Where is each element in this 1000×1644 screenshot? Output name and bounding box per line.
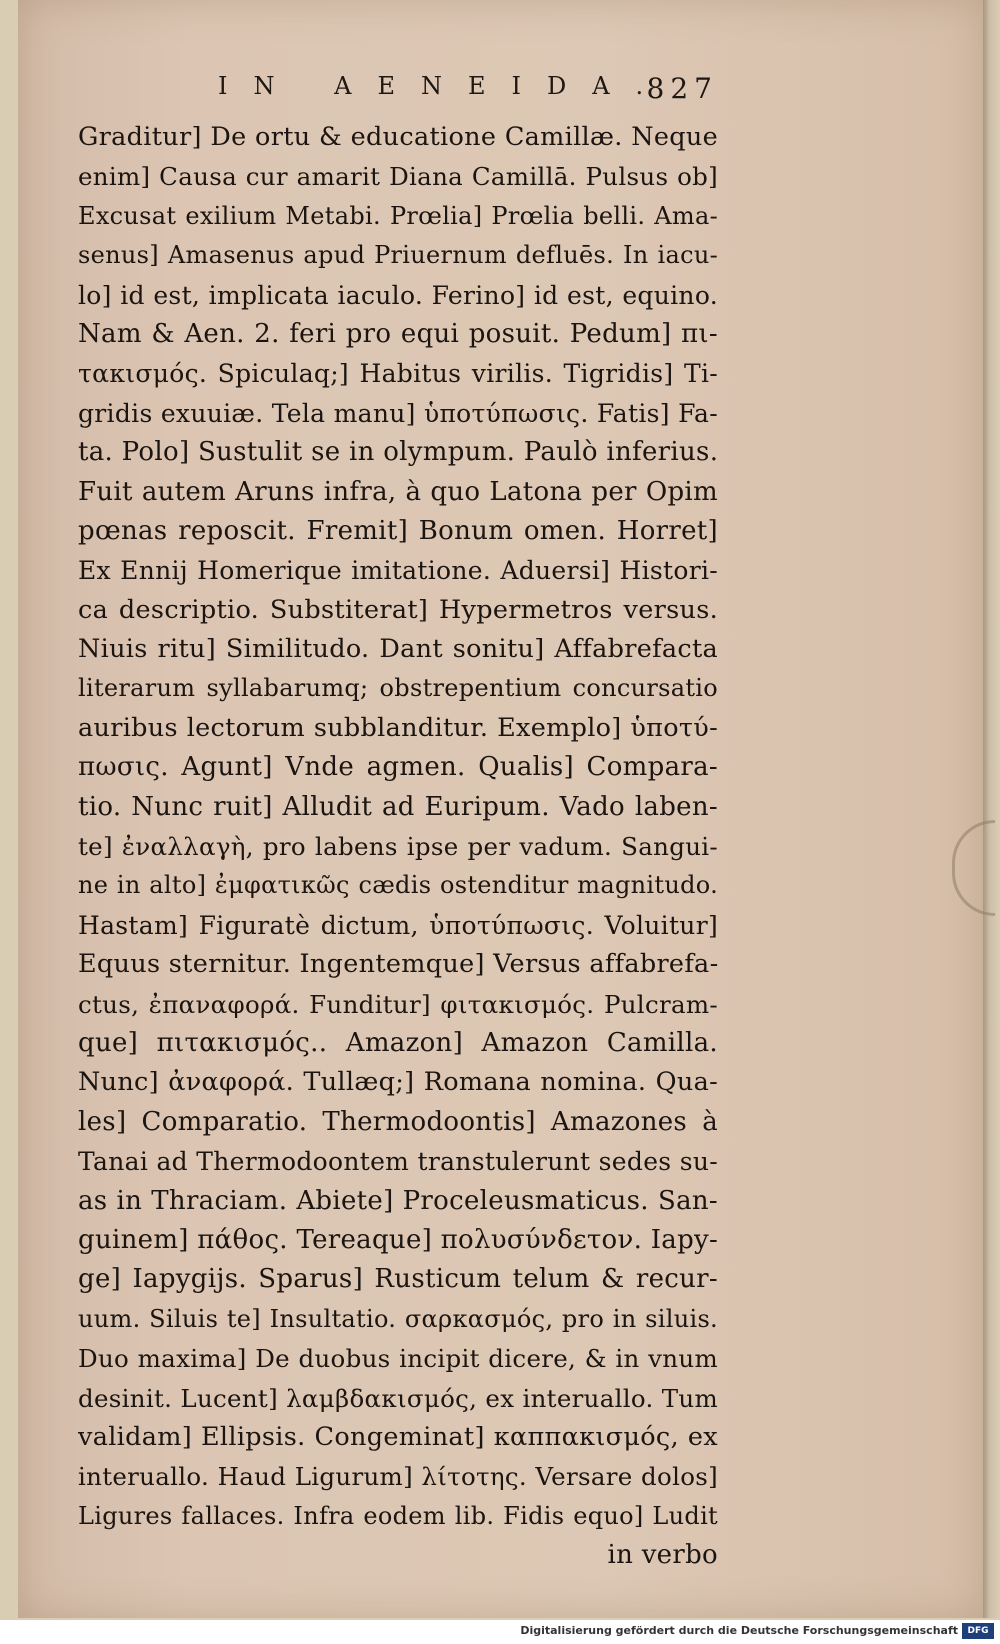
text-line: literarum syllabarumq; obstrepentium concursatio xyxy=(78,674,718,703)
text-line: ge] Iapygijs. Sparus] Rusticum telum & recur- xyxy=(78,1264,718,1295)
text-line: senus] Amasenus apud Priuernum defluēs. In iacu- xyxy=(78,241,718,270)
text-line: desinit. Lucent] λαμβδακισμός, ex interuallo. Tum xyxy=(78,1383,718,1413)
text-line: Duo maxima] De duobus incipit dicere, & in vnum xyxy=(78,1344,718,1374)
dfg-logo: DFG xyxy=(962,1623,994,1639)
footer-credit: Digitalisierung gefördert durch die Deutsche Forschungsgemeinschaft xyxy=(520,1624,958,1637)
text-line: as in Thraciam. Abiete] Proceleusmaticus. San- xyxy=(78,1185,718,1216)
text-line: Graditur] De ortu & educatione Camillæ. Neque xyxy=(78,122,718,152)
text-line: Nam & Aen. 2. feri pro equi posuit. Pedum] πι- xyxy=(78,318,718,349)
footer-bar xyxy=(0,1620,1000,1644)
text-line: te] ἐναλλαγὴ, pro labens ipse per vadum. Sangui- xyxy=(78,832,718,862)
text-line: in verbo xyxy=(607,1540,718,1571)
text-line: Ligures fallaces. Infra eodem lib. Fidis equo] Ludit xyxy=(78,1501,718,1530)
text-line: Ex Ennij Homerique imitatione. Aduersi] Histori- xyxy=(78,556,718,586)
page-number: 827 xyxy=(646,72,718,105)
text-line: Equus sternitur. Ingentemque] Versus affabrefa- xyxy=(78,949,719,980)
commentary-text xyxy=(78,118,718,1575)
text-line: τακισμός. Spiculaq;] Habitus virilis. Tigridis] Ti- xyxy=(78,359,718,389)
text-line: Excusat exilium Metabi. Prœlia] Prœlia belli. Ama- xyxy=(78,201,718,230)
text-line: pœnas reposcit. Fremit] Bonum omen. Horret] xyxy=(78,515,718,546)
text-line: ne in alto] ἐμφατικῶς cædis ostenditur magnitudo. xyxy=(78,871,718,900)
text-line: Hastam] Figuratè dictum, ὑποτύπωσις. Voluitur] xyxy=(78,910,718,940)
text-line: Niuis ritu] Similitudo. Dant sonitu] Affabrefacta xyxy=(78,634,718,665)
text-line: uum. Siluis te] Insultatio. σαρκασμός, pro in siluis. xyxy=(78,1304,718,1333)
text-line: ca descriptio. Substiterat] Hypermetros versus. xyxy=(78,594,718,625)
book-page xyxy=(18,0,986,1618)
text-line: ta. Polo] Sustulit se in olympum. Paulò inferius. xyxy=(78,437,719,468)
text-line: lo] id est, implicata iaculo. Ferino] id est, equino. xyxy=(78,280,718,310)
running-head xyxy=(78,72,718,112)
text-line: Fuit autem Aruns infra, à quo Latona per Opim xyxy=(78,476,718,507)
text-line: enim] Causa cur amarit Diana Camillā. Pulsus ob] xyxy=(78,162,718,192)
text-line: validam] Ellipsis. Congeminat] καππακισμός, ex xyxy=(78,1421,718,1452)
text-line: que] πιτακισμός.. Amazon] Amazon Camilla. xyxy=(78,1027,718,1058)
text-line: Nunc] ἀναφορά. Tullæq;] Romana nomina. Qua- xyxy=(78,1067,718,1098)
text-line: les] Comparatio. Thermodoontis] Amazones à xyxy=(78,1106,718,1137)
text-line: πωσις. Agunt] Vnde agmen. Qualis] Compara- xyxy=(78,752,718,783)
text-line: auribus lectorum subblanditur. Exemplo] ὑποτύ- xyxy=(78,712,718,743)
text-line: Tanai ad Thermodoontem transtulerunt sedes su- xyxy=(78,1147,718,1177)
text-line: interuallo. Haud Ligurum] λίτοτης. Versare dolos] xyxy=(78,1462,718,1492)
page-edge xyxy=(983,0,1000,1618)
text-line: ctus, ἐπαναφορά. Funditur] φιτακισμός. Pulcram- xyxy=(78,989,718,1019)
text-line: tio. Nunc ruit] Alludit ad Euripum. Vado laben- xyxy=(78,791,718,822)
text-line: guinem] πάθος. Tereaque] πολυσύνδετον. Iapy- xyxy=(78,1224,719,1255)
running-title: IN AENEIDA. xyxy=(218,72,670,100)
text-line: gridis exuuiæ. Tela manu] ὑποτύπωσις. Fatis] Fa- xyxy=(78,398,718,428)
